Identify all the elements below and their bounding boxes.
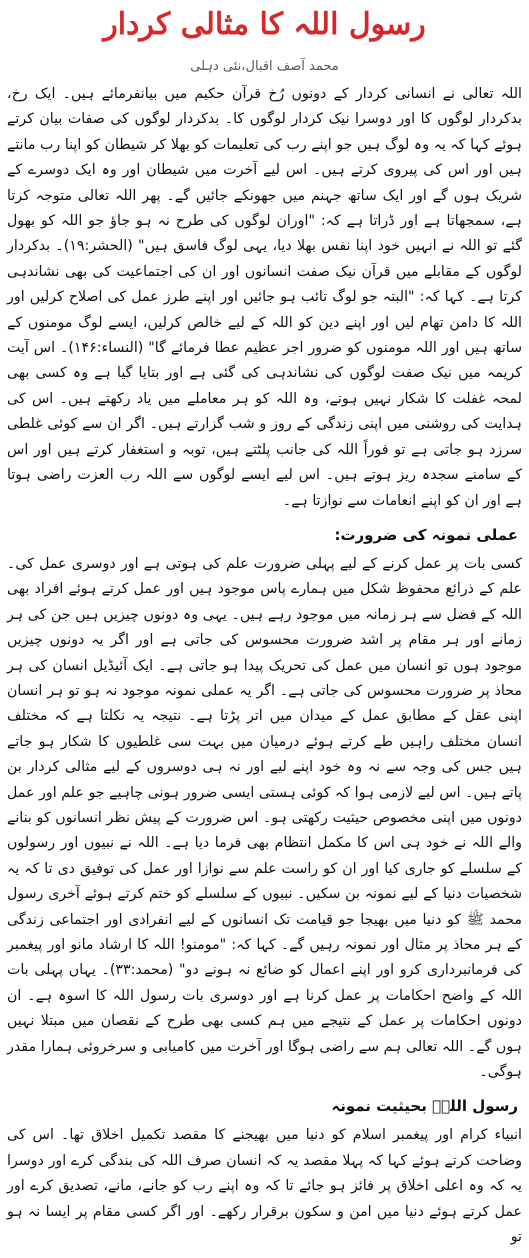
- section-body-practical-example: کسی بات پر عمل کرنے کے لیے پہلی ضرورت علم کی ہوتی ہے اور دوسری عمل کی۔ علم کے ذرائع محفوظ شکل میں ہمارے پاس موجود ہیں اور عمل کرتے ہوئے افراد بھی اللہ کے فضل سے ہر زمانہ میں موجود رہے ہیں۔ یہی وہ دونوں چیزیں ہیں جن کی ہر زمانے اور ہر مقام پر اشد ضرورت محسوس کی جاتی ہے اور اگر یہ دونوں چیزیں موجود ہوں تو انسان میں عمل کی تحریک پیدا ہو جاتی ہے۔ ایک آئیڈیل انسان کی ہر محاذ پر ضرورت محسوس کی جاتی ہے۔ اگر یہ عملی نمونہ موجود نہ ہو تو ہر انسان اپنی عقل کے مطابق عمل کے میدان میں اتر پڑتا ہے۔ نتیجہ یہ نکلتا ہے کہ مختلف انسان مختلف راہیں طے کرتے ہوئے درمیان میں بہت سی غلطیوں کا شکار ہو جاتے ہیں جس کی وجہ سے نہ وہ خود اپنے لیے اور نہ ہی دوسروں کے لیے مثالی کردار بن پاتے ہیں۔ اس لیے لازمی ہوا کہ کوئی ہستی ایسی ضرور ہونی چاہیے جو علم اور عمل دونوں میں اپنی مخصوص حیثیت رکھتی ہو۔ اس ضرورت کے پیش نظر انسانوں کو بنانے والے اللہ نے خود ہی اس کا مکمل انتظام بھی فرما دیا ہے۔ اللہ نے نبیوں اور رسولوں کے سلسلے کو جاری کیا اور ان کو راست علم سے نوازا اور عمل کی توفیق دی تا کہ یہ شخصیات دنیا کے لیے نمونہ بن سکیں۔ نبیوں کے سلسلے کو ختم کرتے ہوئے آخری رسول محمد ﷺ کو دنیا میں بھیجا جو قیامت تک انسانوں کے لیے انفرادی اور اجتماعی زندگی کے ہر محاذ پر مثال اور نمونہ رہیں گے۔ کہا کہ: "مومنو! اللہ کا ارشاد مانو اور پیغمبر کی فرمانبرداری کرو اور اپنے اعمال کو ضائع نہ ہونے دو" (محمد:۳۳)۔ یہاں پہلی بات اللہ کے واضح احکامات پر عمل کرنا ہے اور دوسری بات رسول اللہ کا اسوہ ہے۔ ان دونوں احکامات پر عمل کے نتیجے میں ہم کسی بھی طرح کے نقصان میں مبتلا نہیں ہوں گے۔ اللہ تعالی ہم سے راضی ہوگا اور آخرت میں کامیابی و سرخروئی ہمارا مقدر ہوگی۔: [7, 555, 522, 1081]
- spacer: [7, 1085, 522, 1089]
- section-heading-practical-example: عملی نمونہ کی ضرورت:: [334, 525, 518, 544]
- section-heading-prophet-as-model: رسول اللہؐ بحیثیت نمونہ: [331, 1097, 518, 1116]
- article-title: رسول اللہ کا مثالی کردار: [103, 7, 426, 42]
- section-body-prophet-as-model: انبیاء کرام اور پیغمبر اسلام کو دنیا میں بھیجنے کا مقصد تکمیل اخلاق تھا۔ اس کی وضاحت کرتے ہوئے کہا کہ پہلا مقصد یہ کہ انسان صرف اللہ کی بندگی کرے اور دوسرا یہ کہ وہ اعلی اخلاق پر فائز ہو جائے تا کہ وہ اپنے رب کو جانے، مانے، تصدیق کرے اور عمل کرتے ہوئے دنیا میں امن و سکون برقرار رکھے۔ اور اگر کسی مقام پر ایسا نہ ہو تو: [7, 1127, 522, 1246]
- article-author: محمد آصف اقبال،نئی دہلی: [190, 59, 339, 74]
- spacer: [7, 514, 522, 518]
- intro-paragraph: اللہ تعالی نے انسانی کردار کے دونوں رُخ قرآن حکیم میں بیانفرمائے ہیں۔ ایک رخ، بدکردار لوگوں کا اور دوسرا نیک کردار لوگوں کا۔ بدکردار لوگوں کی صفات بیان کرتے ہوئے کہا کہ یہ وہ لوگ ہیں جو اپنے رب کی تعلیمات کو بھلا کر شیطان کو اپنا رب مانتے ہیں اور اس کی پیروی کرتے ہیں۔ اس لیے آخرت میں شیطان اور وہ ایک دوسرے کے شریک ہوں گے اور ایک ساتھ جہنم میں جھونکے جائیں گے۔ پھر اللہ تعالی متوجہ کرتا ہے، سمجھاتا ہے اور ڈراتا ہے کہ: "اوران لوگوں کی طرح نہ ہو جاؤ جو اللہ کو بھول گئے تو اللہ نے انہیں خود اپنا نفس بھلا دیا، یہی لوگ فاسق ہیں" (الحشر:۱۹)۔ بدکردار لوگوں کے مقابلے میں قرآن نیک صفت انسانوں اور ان کی اجتماعیت کی بھی نشاندہی کرتا ہے۔ کہا کہ: "البتہ جو لوگ تائب ہو جائیں اور اپنے طرز عمل کی اصلاح کرلیں اور اللہ کا دامن تھام لیں اور اپنے دین کو اللہ کے لیے خالص کرلیں، ایسے لوگ مومنوں کے ساتھ ہیں اور اللہ مومنوں کو ضرور اجر عظیم عطا فرمائے گا" (النساء:۱۴۶)۔ اس آیت کریمہ میں نیک صفت لوگوں کی نشاندہی کی گئی ہے اور بتایا گیا ہے وہ کسی بھی لمحہ غفلت کا شکار نہیں ہوتے، وہ اللہ کو ہر معاملے میں یاد رکھتے ہیں۔ اس کی ہدایت کی روشنی میں اپنی زندگی کے روز و شب گزارتے ہیں۔ اگر ان سے کوئی غلطی سرزد ہو جاتی ہے تو فوراً اللہ کی جانب پلٹتے ہیں، توبہ و استغفار کرتے ہیں اور اس کے سامنے سجدہ ریز ہوتے ہیں۔ اس لیے ایسے لوگوں سے اللہ رب العزت راضی ہوتا ہے اور ان کو اپنے انعامات سے نوازتا ہے۔: [7, 86, 522, 509]
